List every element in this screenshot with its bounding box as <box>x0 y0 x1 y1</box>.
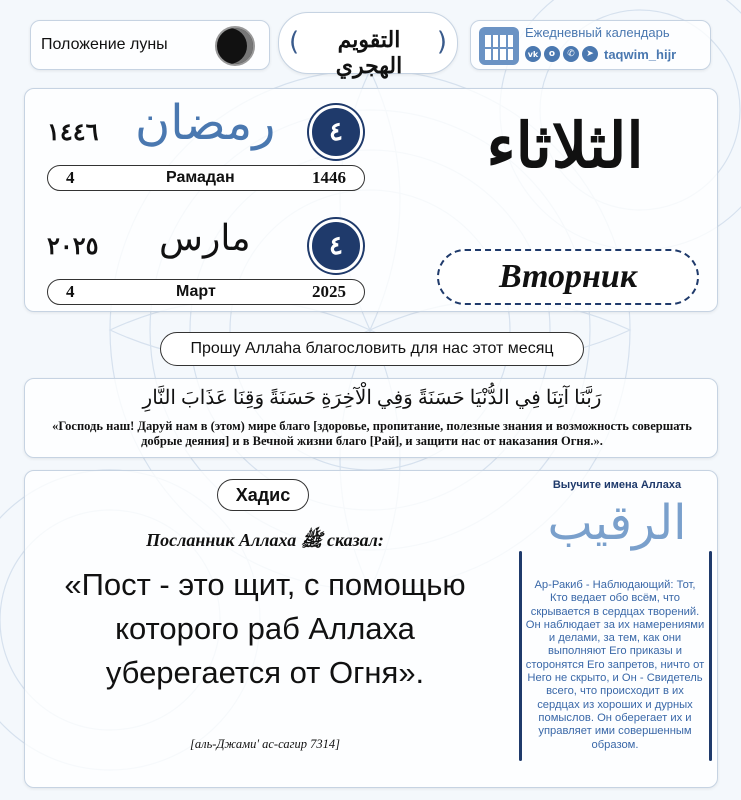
gregorian-year-arabic: ٢٠٢٥ <box>47 231 99 260</box>
names-divider-right <box>709 551 712 761</box>
telegram-icon[interactable]: ➤ <box>582 46 598 62</box>
hijri-month: Рамадан <box>166 169 235 186</box>
names-heading: Выучите имена Аллаха <box>552 479 682 491</box>
ok-icon[interactable]: o <box>544 46 560 62</box>
gregorian-month-arabic: مارس <box>159 218 251 258</box>
hijri-date-bar <box>47 165 365 191</box>
dua-translation: «Господь наш! Даруй нам в (этом) мире благо [здоровье, пропитание, полезные знания и возможность совершать добрые деяния] и в Вечной жизни благо [Рай], и защити нас от наказания Огня.». <box>52 419 692 448</box>
hijri-year: 1446 <box>312 168 346 187</box>
gregorian-year: 2025 <box>312 282 346 301</box>
weekday-arabic: الثلاثاء <box>486 113 644 181</box>
date-card <box>24 88 718 312</box>
names-description: Ар-Ракиб - Наблюдающий: Тот, Кто ведает обо всём, что скрывается в сердцах творений. Он наблюдает за их намерениями и делами, за тем, как они выполняют Его приказы и сторонятся Его запретов, ничто от Него не скрыто, и Он - Свидетель всего, что происходит в их сердцах из хороших и дурных помыслов. Он оберегает их и управляет ими совершенным образом. <box>525 579 705 751</box>
hadith-label-pill <box>217 479 309 511</box>
gregorian-day-badge: ٤ <box>309 219 363 273</box>
weekday-russian: Вторник <box>498 258 638 295</box>
hijri-day: 4 <box>66 168 75 187</box>
moon-phase-icon <box>215 26 255 66</box>
brand-card <box>470 20 711 70</box>
hadith-text: «Пост - это щит, с помощью которого раб Аллаха уберегается от Огня». <box>64 567 466 690</box>
hijri-year-arabic: ١٤٤٦ <box>47 117 99 146</box>
brand-handle[interactable]: taqwim_hijr <box>604 46 677 62</box>
hijri-day-badge: ٤ <box>309 105 363 159</box>
hadith-intro: Посланник Аллаха ﷺ сказал: <box>146 530 384 550</box>
dua-heading-pill <box>160 332 584 366</box>
hijri-month-arabic: رمضان <box>135 97 276 150</box>
dua-arabic: رَبَّنَا آتِنَا فِي الدُّنْيَا حَسَنَةً وَفِي الْآخِرَةِ حَسَنَةً وَقِنَا عَذَابَ النَّارِ <box>142 387 602 409</box>
whatsapp-icon[interactable]: ✆ <box>563 46 579 62</box>
vk-icon[interactable]: vk <box>525 46 541 62</box>
hijri-calendar-title-card <box>278 12 458 78</box>
gregorian-month: Март <box>176 283 216 300</box>
right-bracket-icon: ) <box>436 27 447 57</box>
hadith-source: [аль-Джами' ас-сагир 7314] <box>190 737 340 751</box>
gregorian-day: 4 <box>66 282 75 301</box>
hadith-card <box>24 470 718 788</box>
left-bracket-icon: ( <box>289 27 300 57</box>
calendar-logo-icon <box>479 27 519 65</box>
hijri-calendar-title-arabic: التقويم الهجري <box>335 27 403 78</box>
dua-heading: Прошу Аллаhа благословить для нас этот месяц <box>190 340 554 357</box>
moon-position-label: Положение луны <box>41 36 168 53</box>
moon-position-card <box>30 20 270 70</box>
weekday-russian-pill <box>437 249 699 305</box>
dua-card <box>24 378 718 458</box>
hadith-label: Хадис <box>235 484 291 505</box>
names-arabic: الرقيب <box>547 497 687 550</box>
gregorian-date-bar <box>47 279 365 305</box>
brand-title: Ежедневный календарь <box>525 25 670 40</box>
names-divider-left <box>519 551 522 761</box>
